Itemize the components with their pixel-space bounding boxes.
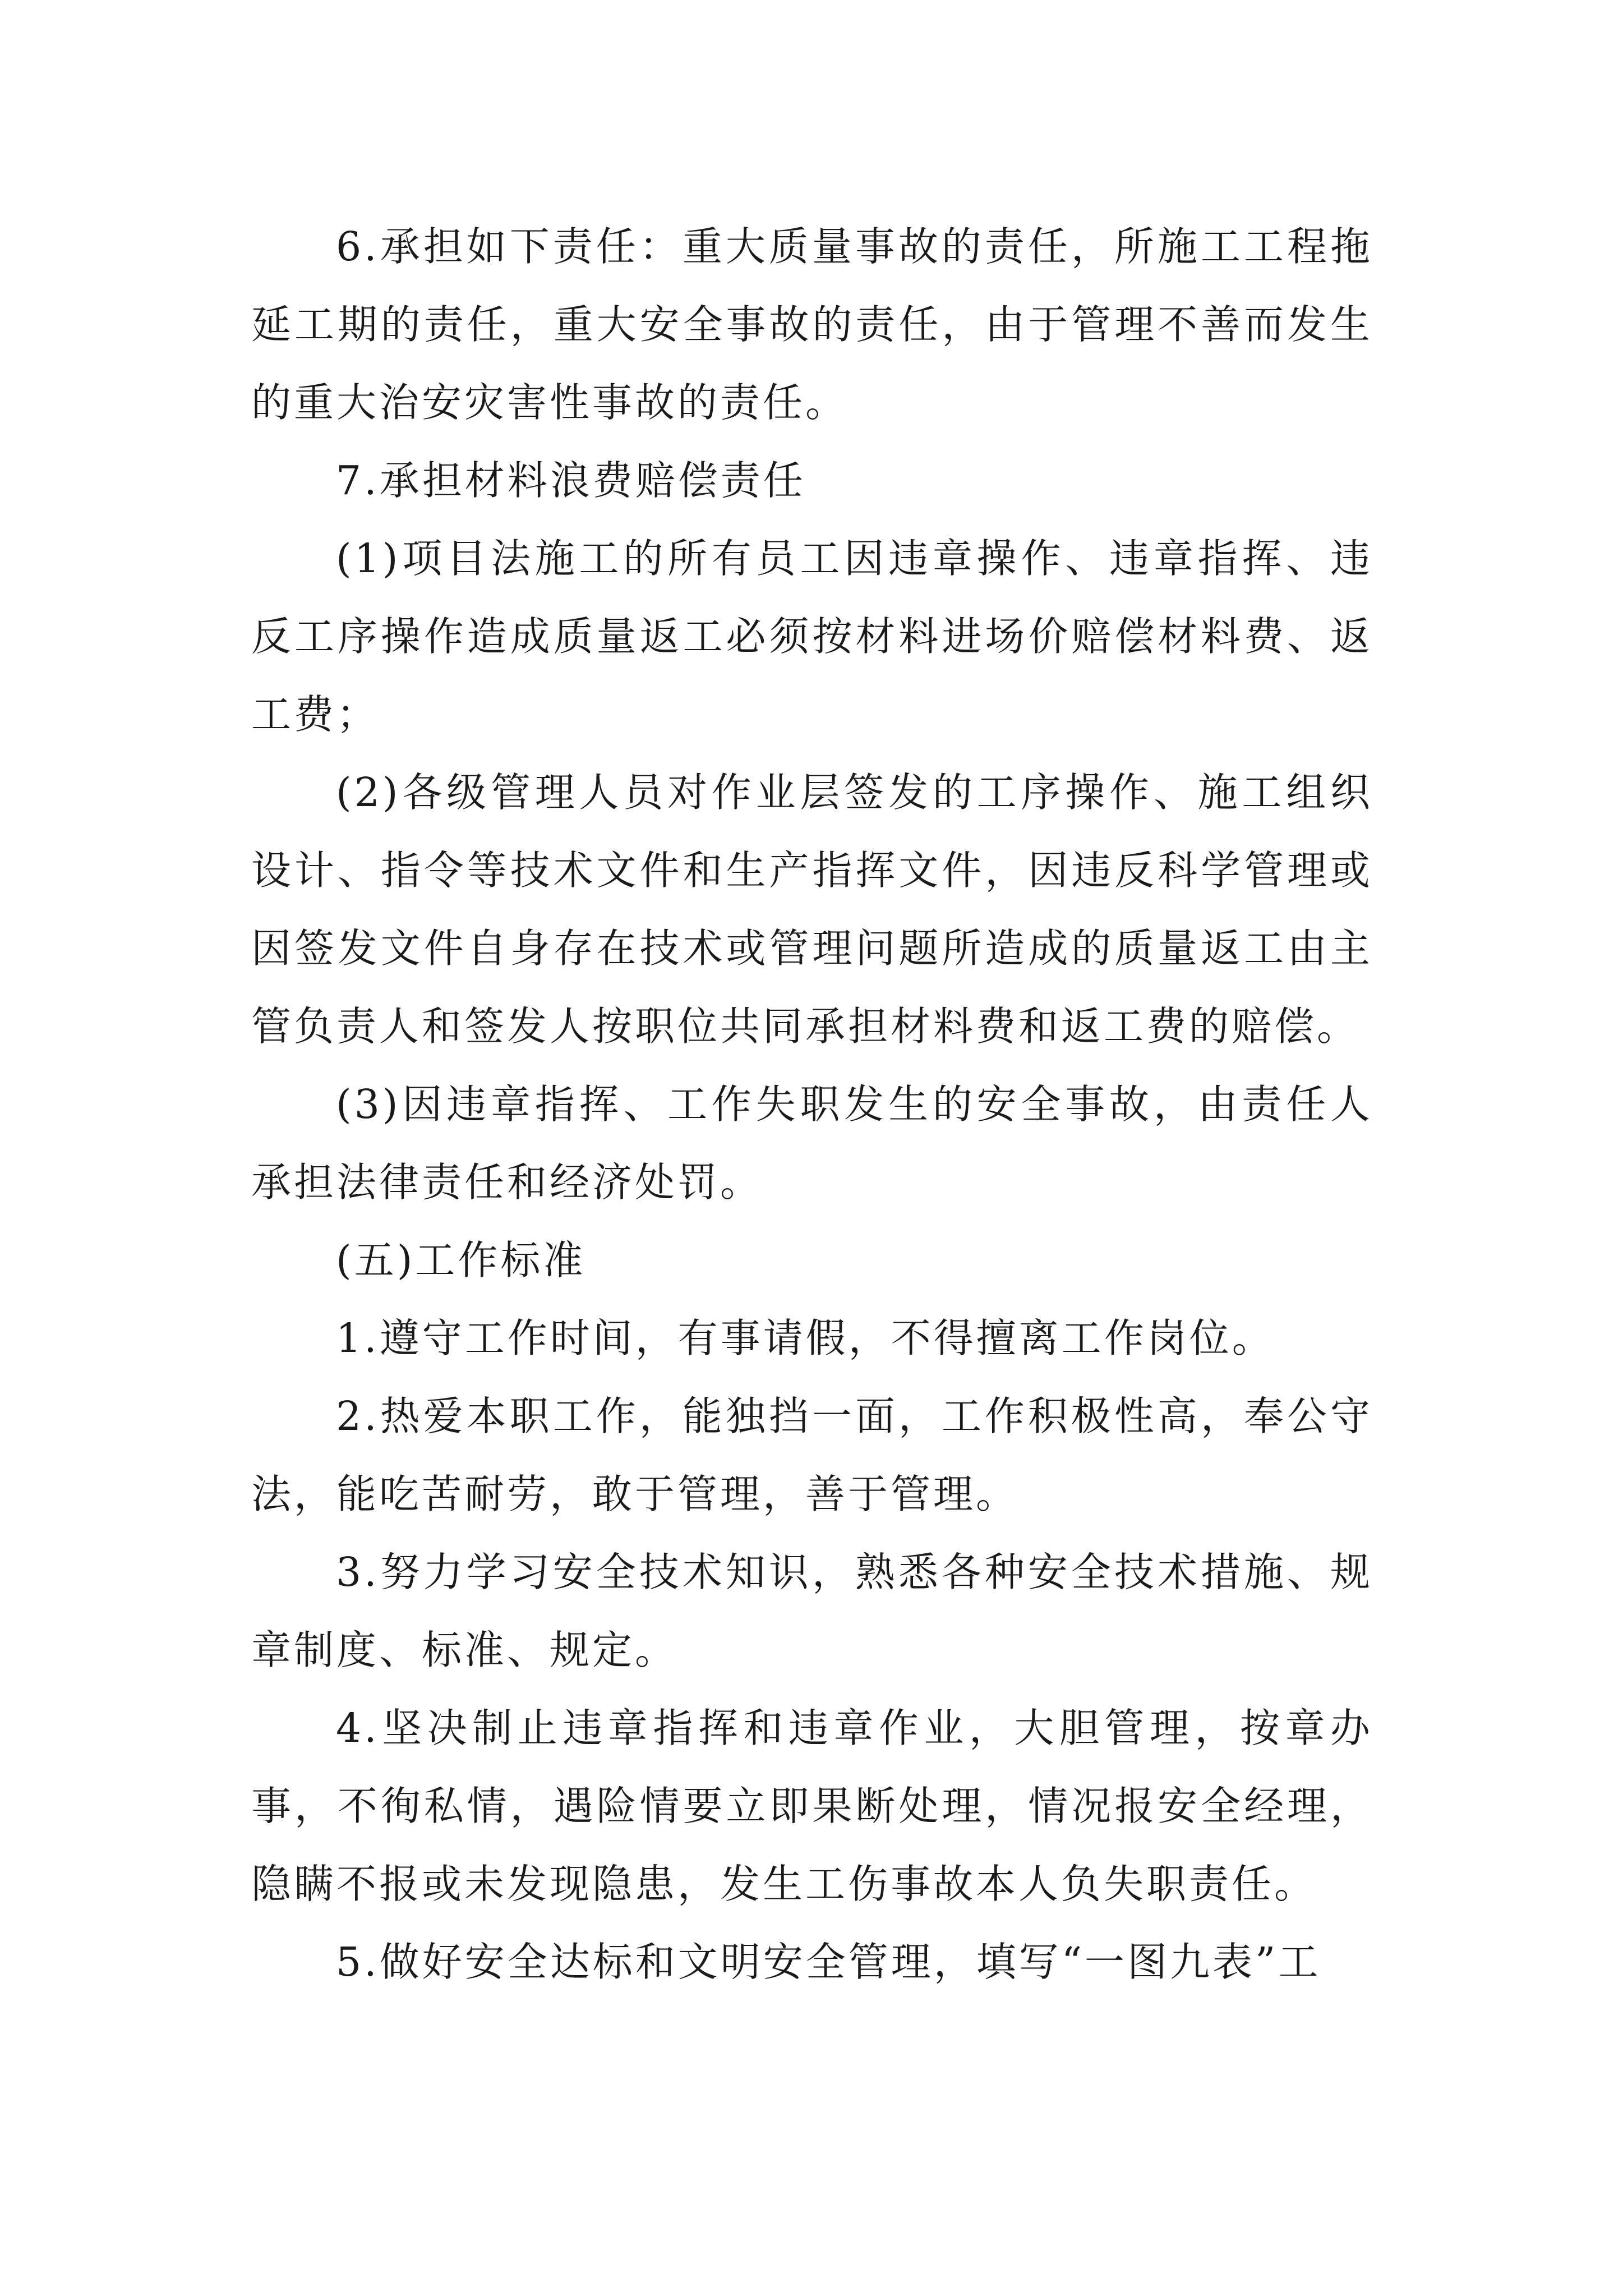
paragraph-standard-2: 2.热爱本职工作，能独挡一面，工作积极性高，奉公守法，能吃苦耐劳，敢于管理，善于管理。 xyxy=(251,1393,1373,1517)
paragraph-responsibility-6: 6.承担如下责任：重大质量事故的责任，所施工工程拖延工期的责任，重大安全事故的责任，由于管理不善而发生的重大治安灾害性事故的责任。 xyxy=(251,223,1373,426)
section-heading-work-standards: (五)工作标准 xyxy=(336,1237,586,1283)
paragraph-item-3: (3)因违章指挥、工作失职发生的安全事故，由责任人承担法律责任和经济处罚。 xyxy=(251,1081,1373,1205)
paragraph-standard-1: 1.遵守工作时间，有事请假，不得擅离工作岗位。 xyxy=(336,1315,1275,1361)
paragraph-standard-5: 5.做好安全达标和文明安全管理，填写“一图九表”工 xyxy=(336,1939,1321,1985)
paragraph-standard-3: 3.努力学习安全技术知识，熟悉各种安全技术措施、规章制度、标准、规定。 xyxy=(251,1549,1373,1673)
paragraph-responsibility-7: 7.承担材料浪费赔偿责任 xyxy=(336,457,806,504)
paragraph-item-2: (2)各级管理人员对作业层签发的工序操作、施工组织设计、指令等技术文件和生产指挥文件，因违反科学管理或因签发文件自身存在技术或管理问题所造成的质量返工由主管负责人和签发人按职位共同承担材料费和返工费的赔偿。 xyxy=(251,769,1373,1050)
paragraph-item-1: (1)项目法施工的所有员工因违章操作、违章指挥、违反工序操作造成质量返工必须按材料进场价赔偿材料费、返工费； xyxy=(251,535,1373,738)
document-body xyxy=(251,208,1373,2001)
paragraph-standard-4: 4.坚决制止违章指挥和违章作业，大胆管理，按章办事，不徇私情，遇险情要立即果断处理，情况报安全经理，隐瞒不报或未发现隐患，发生工伤事故本人负失职责任。 xyxy=(251,1705,1373,1907)
